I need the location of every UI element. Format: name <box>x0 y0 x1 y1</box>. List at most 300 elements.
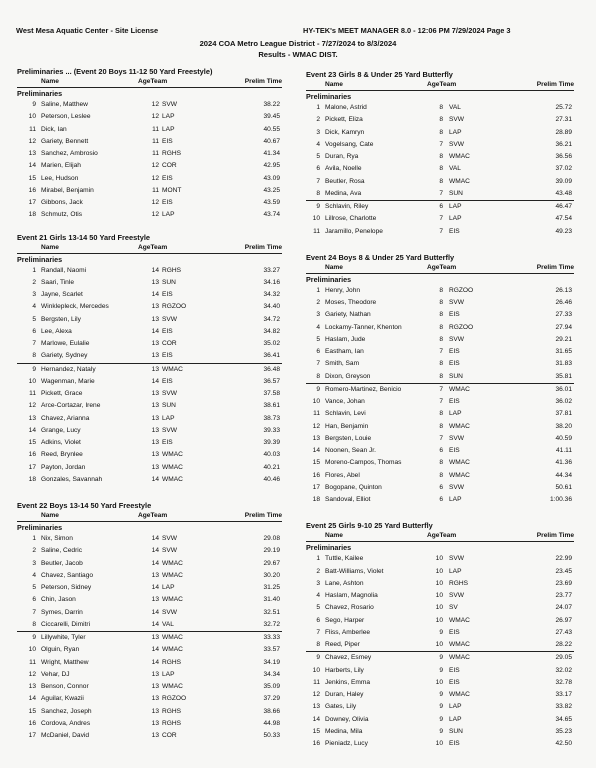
place: 15 <box>28 439 36 446</box>
prelim-time: 38.61 <box>263 402 280 410</box>
prelim-time: 33.33 <box>263 634 280 641</box>
place: 11 <box>29 390 36 397</box>
team-code: LAP <box>162 113 175 121</box>
column-header <box>17 511 282 522</box>
meet-title: 2024 COA Metro League District - 7/27/2024 to 8/3/2024 <box>199 39 397 48</box>
place: 8 <box>316 641 320 648</box>
result-row <box>306 665 574 677</box>
swimmer-name: Symes, Darrin <box>41 608 83 616</box>
prelim-time: 36.01 <box>555 385 572 393</box>
team-code: SVW <box>449 116 465 124</box>
swimmer-age: 14 <box>151 377 159 385</box>
prelim-time: 39.45 <box>263 113 280 121</box>
swimmer-age: 14 <box>151 291 159 298</box>
team-code: WMAC <box>449 422 470 430</box>
swimmer-age: 7 <box>439 434 443 442</box>
prelim-time-header: Prelim Time <box>536 81 574 88</box>
result-row <box>306 371 574 384</box>
team-code: EIS <box>449 360 460 368</box>
team-code: RGHS <box>162 150 182 157</box>
swimmer-age: 7 <box>439 189 443 197</box>
event-title: Event 25 Girls 9-10 25 Yard Butterfly <box>306 521 433 531</box>
team-code: WMAC <box>449 153 470 160</box>
prelim-time: 37.29 <box>263 695 280 703</box>
team-code: RGZOO <box>162 695 187 703</box>
prelim-time: 31.25 <box>263 584 280 591</box>
swimmer-name: Flores, Abel <box>325 471 360 479</box>
result-row <box>17 111 282 123</box>
result-row <box>17 99 282 111</box>
swimmer-age: 9 <box>439 628 443 636</box>
team-code: SVW <box>449 299 465 306</box>
result-row <box>306 139 574 151</box>
prelim-time: 42.95 <box>263 162 280 170</box>
name-header: Name <box>41 78 59 85</box>
team-code: VAL <box>449 104 461 111</box>
swimmer-age: 8 <box>439 116 443 124</box>
team-code: WMAC <box>162 463 183 471</box>
swimmer-name: Saari, Tinle <box>41 278 74 286</box>
result-row <box>306 445 574 457</box>
swimmer-name: Beutler, Jacob <box>41 559 83 567</box>
swimmer-age: 14 <box>151 559 159 567</box>
place: 11 <box>29 658 36 666</box>
team-code: EIS <box>162 174 173 182</box>
place: 12 <box>28 402 36 410</box>
prelim-time: 29.05 <box>555 654 572 662</box>
place: 2 <box>32 278 36 286</box>
team-code: RGHS <box>162 719 182 727</box>
place: 15 <box>312 459 320 467</box>
event-spacer <box>306 238 574 252</box>
swimmer-age: 14 <box>151 327 159 335</box>
result-row <box>17 197 282 209</box>
swimmer-name: Dick, Kamryn <box>325 128 365 136</box>
swimmer-age: 12 <box>151 174 159 182</box>
result-row <box>306 457 574 469</box>
prelim-time: 47.54 <box>555 215 572 223</box>
team-code: RGHS <box>162 658 182 666</box>
place: 3 <box>32 559 36 567</box>
swimmer-age: 14 <box>151 266 159 274</box>
result-row <box>306 602 574 614</box>
swimmer-age: 9 <box>439 703 443 711</box>
prelim-time: 34.19 <box>263 658 280 666</box>
result-row <box>17 449 282 461</box>
swimmer-name: Saline, Cedric <box>41 547 83 555</box>
column-header <box>17 243 282 254</box>
prelim-time: 35.02 <box>263 340 280 347</box>
place: 18 <box>28 211 36 219</box>
swimmer-name: Gariety, Bennett <box>41 137 89 145</box>
swimmer-name: Randall, Naomi <box>41 266 87 274</box>
swimmer-name: Chavez, Rosario <box>325 604 374 612</box>
swimmer-name: Duran, Rya <box>325 153 359 160</box>
prelim-time: 22.99 <box>555 555 572 563</box>
swimmer-age: 7 <box>439 140 443 148</box>
place: 15 <box>28 174 36 182</box>
team-code: VAL <box>449 165 461 173</box>
swimmer-name: Lillywhite, Tyler <box>41 634 86 641</box>
swimmer-name: Bergsten, Louie <box>325 434 372 442</box>
team-code: EIS <box>449 398 460 405</box>
team-code: EIS <box>449 227 460 235</box>
age-team-header: AgeTeam <box>138 512 168 519</box>
swimmer-age: 13 <box>151 340 159 347</box>
team-code: WMAC <box>449 471 470 479</box>
place: 14 <box>28 162 36 170</box>
prelim-time: 35.09 <box>263 683 280 690</box>
place: 7 <box>32 608 36 616</box>
result-row <box>17 388 282 400</box>
swimmer-age: 10 <box>435 579 443 587</box>
result-row <box>17 533 282 545</box>
place: 6 <box>316 348 320 355</box>
prelim-time: 38.73 <box>263 414 280 422</box>
swimmer-name: Dick, Ian <box>41 125 67 133</box>
result-row <box>306 102 574 114</box>
result-row <box>306 285 574 297</box>
result-row <box>306 639 574 652</box>
prelim-time: 43.25 <box>263 186 280 194</box>
result-row <box>17 376 282 388</box>
team-code: SVW <box>162 535 178 542</box>
team-code: WMAC <box>162 451 183 459</box>
event-spacer <box>17 486 282 500</box>
place: 8 <box>316 372 320 380</box>
software-stamp: HY-TEK's MEET MANAGER 8.0 - 12:06 PM 7/29/2024 Page 3 <box>303 26 511 35</box>
result-row <box>17 437 282 449</box>
result-row <box>306 297 574 309</box>
result-row <box>306 701 574 713</box>
swimmer-age: 8 <box>439 422 443 430</box>
place: 9 <box>316 654 320 662</box>
result-row <box>17 594 282 606</box>
swimmer-age: 8 <box>439 335 443 343</box>
result-row <box>17 474 282 486</box>
swimmer-name: Lee, Alexa <box>41 327 72 335</box>
swimmer-name: Moreno-Campos, Thomas <box>325 459 402 467</box>
result-row <box>17 173 282 185</box>
prelim-time: 41.34 <box>263 150 280 157</box>
prelim-time: 28.89 <box>555 128 572 136</box>
prelim-time: 40.55 <box>263 125 280 133</box>
prelim-time: 33.82 <box>555 703 572 711</box>
place: 10 <box>312 215 320 223</box>
team-code: LAP <box>162 584 175 591</box>
team-code: EIS <box>162 199 173 206</box>
swimmer-name: Vogelsang, Cate <box>325 140 374 148</box>
swimmer-age: 8 <box>439 410 443 418</box>
prelim-time: 41.11 <box>555 447 572 454</box>
team-code: EIS <box>162 291 173 298</box>
prelim-time: 32.02 <box>555 666 572 674</box>
swimmer-name: Hernandez, Nataly <box>41 365 96 373</box>
place: 9 <box>316 385 320 393</box>
swimmer-name: Vehar, DJ <box>41 670 70 678</box>
prelim-time: 32.72 <box>263 620 280 628</box>
place: 13 <box>312 434 320 442</box>
column-header <box>306 531 574 542</box>
swimmer-age: 13 <box>151 719 159 727</box>
prelim-time: 38.66 <box>263 707 280 715</box>
place: 15 <box>28 707 36 715</box>
result-row <box>17 326 282 338</box>
event-title: Event 22 Boys 13-14 50 Yard Freestyle <box>17 501 152 510</box>
result-row <box>17 400 282 412</box>
swimmer-age: 13 <box>151 571 159 579</box>
place: 14 <box>28 695 36 703</box>
team-code: SVW <box>449 434 465 442</box>
preliminaries-label: Preliminaries <box>17 523 63 532</box>
swimmer-name: Cordova, Andres <box>41 719 91 727</box>
swimmer-age: 13 <box>151 439 159 446</box>
prelim-time: 27.33 <box>555 311 572 319</box>
swimmer-age: 9 <box>439 691 443 698</box>
swimmer-age: 6 <box>439 203 443 210</box>
swimmer-name: Dixon, Greyson <box>325 372 371 380</box>
prelim-time: 40.59 <box>555 434 572 442</box>
place: 17 <box>28 732 36 739</box>
swimmer-name: Gariety, Nathan <box>325 311 371 319</box>
preliminaries-label: Preliminaries <box>306 274 352 284</box>
place: 14 <box>28 426 36 434</box>
swimmer-name: Pickett, Grace <box>41 390 83 397</box>
swimmer-age: 14 <box>151 475 159 483</box>
swimmer-age: 8 <box>439 459 443 467</box>
prelim-time: 37.58 <box>263 390 280 397</box>
result-row <box>17 632 282 644</box>
swimmer-age: 13 <box>151 634 159 641</box>
prelim-time: 1:00.36 <box>550 496 572 503</box>
result-row <box>306 127 574 139</box>
swimmer-age: 8 <box>439 165 443 173</box>
team-code: SUN <box>162 278 176 286</box>
place: 6 <box>316 616 320 624</box>
team-code: COR <box>162 732 177 739</box>
team-code: WMAC <box>162 596 183 604</box>
result-row <box>306 482 574 494</box>
team-code: SV <box>449 604 458 612</box>
place: 8 <box>316 189 320 197</box>
name-header: Name <box>41 512 59 519</box>
swimmer-age: 8 <box>439 286 443 294</box>
place: 4 <box>32 571 36 579</box>
swimmer-name: Romero-Martinez, Benicio <box>325 385 402 393</box>
swimmer-name: Grange, Lucy <box>41 426 81 434</box>
place: 5 <box>316 153 320 160</box>
team-code: WMAC <box>449 459 470 467</box>
prelim-time: 41.36 <box>555 459 572 467</box>
swimmer-age: 9 <box>439 666 443 674</box>
swimmer-age: 12 <box>151 113 159 121</box>
team-code: LAP <box>162 211 175 219</box>
name-header: Name <box>325 81 343 88</box>
prelim-time: 34.82 <box>263 327 280 335</box>
swimmer-age: 11 <box>152 137 159 145</box>
event-title: Preliminaries ... (Event 20 Boys 11-12 50 Yard Freestyle) <box>17 67 213 76</box>
place: 17 <box>28 463 36 471</box>
result-row <box>17 718 282 730</box>
team-code: MONT <box>162 186 182 194</box>
result-row <box>17 124 282 136</box>
prelim-time: 40.67 <box>263 137 280 145</box>
team-code: EIS <box>449 447 460 454</box>
swimmer-name: Peterson, Leslee <box>41 113 91 121</box>
result-row <box>306 346 574 358</box>
swimmer-age: 7 <box>439 385 443 393</box>
prelim-time: 26.97 <box>555 616 572 624</box>
swimmer-age: 10 <box>435 641 443 648</box>
swimmer-name: Wright, Matthew <box>41 658 89 666</box>
team-code: EIS <box>449 740 460 747</box>
team-code: LAP <box>162 414 175 422</box>
team-code: SVW <box>449 140 465 148</box>
swimmer-name: Harberts, Lily <box>325 666 364 674</box>
place: 7 <box>316 360 320 368</box>
swimmer-name: Benson, Connor <box>41 683 89 690</box>
swimmer-name: Han, Benjamin <box>325 422 369 430</box>
place: 8 <box>32 352 36 360</box>
prelim-time: 39.39 <box>263 439 280 446</box>
place: 15 <box>312 727 320 735</box>
swimmer-name: Henry, John <box>325 286 361 294</box>
place: 7 <box>316 628 320 636</box>
swimmer-name: Sandoval, Elliot <box>325 496 371 503</box>
swimmer-age: 13 <box>151 426 159 434</box>
team-code: LAP <box>449 715 462 723</box>
swimmer-age: 7 <box>439 215 443 223</box>
swimmer-name: Nix, Simon <box>41 535 73 542</box>
swimmer-age: 14 <box>151 620 159 628</box>
age-team-header: AgeTeam <box>427 532 457 540</box>
team-code: SVW <box>162 101 178 108</box>
preliminaries-label: Preliminaries <box>306 92 352 101</box>
prelim-time: 31.40 <box>263 596 280 604</box>
swimmer-name: Chin, Jason <box>41 596 76 604</box>
place: 16 <box>28 719 36 727</box>
team-code: WMAC <box>449 641 470 648</box>
prelim-time: 38.20 <box>555 422 572 430</box>
result-row <box>17 644 282 656</box>
team-code: WMAC <box>162 365 183 373</box>
result-row <box>306 615 574 627</box>
result-row <box>306 358 574 370</box>
result-row <box>17 607 282 619</box>
team-code: COR <box>162 162 177 170</box>
swimmer-age: 14 <box>151 658 159 666</box>
swimmer-name: Winklepleck, Mercedes <box>41 303 109 311</box>
team-code: VAL <box>162 620 174 628</box>
swimmer-name: Sanchez, Joseph <box>41 707 92 715</box>
prelim-time: 27.31 <box>555 116 572 124</box>
team-code: SVW <box>449 335 465 343</box>
swimmer-age: 11 <box>152 186 159 194</box>
column-header <box>306 263 574 274</box>
place: 6 <box>32 596 36 604</box>
swimmer-name: Marien, Elijah <box>41 162 81 170</box>
swimmer-age: 13 <box>151 365 159 373</box>
result-row <box>306 578 574 590</box>
swimmer-age: 13 <box>151 732 159 739</box>
prelim-time: 29.19 <box>263 547 280 555</box>
prelim-time: 50.61 <box>555 483 572 491</box>
team-code: SVW <box>449 555 465 563</box>
swimmer-name: Tuttle, Kailee <box>325 555 364 563</box>
swimmer-name: Bogopane, Quinton <box>325 483 382 491</box>
prelim-time: 43.59 <box>263 199 280 206</box>
swimmer-age: 9 <box>439 727 443 735</box>
place: 13 <box>28 683 36 690</box>
swimmer-name: Beutler, Rosa <box>325 177 365 185</box>
place: 16 <box>312 740 320 747</box>
prelim-time: 36.21 <box>555 140 572 148</box>
swimmer-age: 8 <box>439 323 443 331</box>
result-row <box>306 689 574 701</box>
team-code: EIS <box>162 439 173 446</box>
left-column <box>17 66 282 742</box>
result-row <box>17 462 282 474</box>
swimmer-age: 13 <box>151 315 159 323</box>
right-column <box>306 69 574 750</box>
place: 3 <box>316 311 320 319</box>
team-code: RGZOO <box>449 323 474 331</box>
prelim-time-header: Prelim Time <box>536 532 574 540</box>
swimmer-name: Adkins, Violet <box>41 439 81 446</box>
name-header: Name <box>325 532 343 540</box>
prelim-time: 29.21 <box>555 335 572 343</box>
place: 5 <box>316 604 320 612</box>
swimmer-name: Lane, Ashton <box>325 579 364 587</box>
swimmer-age: 6 <box>439 496 443 503</box>
name-header: Name <box>41 243 59 251</box>
place: 11 <box>29 125 36 133</box>
prelim-time: 29.08 <box>263 535 280 542</box>
prelim-time: 36.57 <box>263 377 280 385</box>
swimmer-name: Jenkins, Emma <box>325 678 371 686</box>
event-spacer <box>17 222 282 232</box>
prelim-time: 39.09 <box>555 177 572 185</box>
swimmer-age: 14 <box>151 547 159 555</box>
result-row <box>17 730 282 742</box>
swimmer-name: Wagenman, Marie <box>41 377 95 385</box>
result-row <box>17 693 282 705</box>
swimmer-name: Schlavin, Levi <box>325 410 366 418</box>
result-row <box>306 176 574 188</box>
place: 8 <box>32 620 36 628</box>
swimmer-name: Moses, Theodore <box>325 299 377 306</box>
swimmer-name: Payton, Jordan <box>41 463 86 471</box>
prelim-time: 43.48 <box>555 189 572 197</box>
swimmer-name: Mirabel, Benjamin <box>41 186 94 194</box>
result-row <box>306 714 574 726</box>
result-row <box>306 566 574 578</box>
place: 2 <box>316 116 320 124</box>
place: 11 <box>313 410 320 418</box>
swimmer-name: Saline, Matthew <box>41 101 88 108</box>
swimmer-name: Downey, Olivia <box>325 715 369 723</box>
swimmer-age: 11 <box>152 150 159 157</box>
swimmer-age: 9 <box>439 654 443 662</box>
team-code: WMAC <box>162 475 183 483</box>
place: 2 <box>316 299 320 306</box>
prelim-time: 26.46 <box>555 299 572 306</box>
swimmer-age: 13 <box>151 707 159 715</box>
swimmer-name: Lillrose, Charlotte <box>325 215 377 223</box>
prelim-time: 36.41 <box>263 352 280 360</box>
place: 6 <box>316 165 320 173</box>
place: 6 <box>32 327 36 335</box>
